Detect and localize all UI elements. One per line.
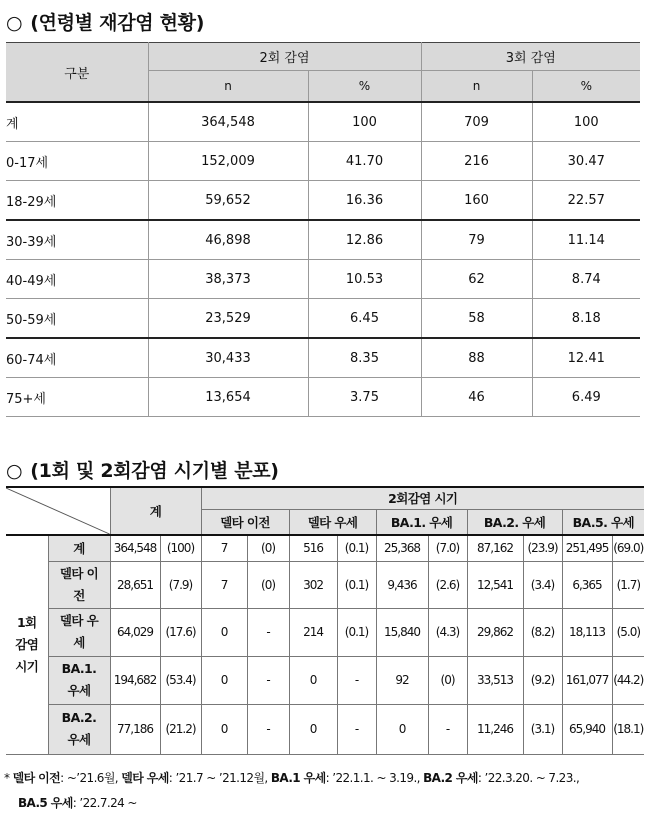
cell-n2: 59,652 (148, 181, 308, 221)
row-label: 계 (6, 102, 148, 142)
cell: 33,513 (467, 656, 523, 704)
footnote-term: BA.2 우세 (423, 771, 478, 785)
cell-n3: 216 (421, 142, 532, 181)
section-title-text: (연령별 재감염 현황) (30, 12, 205, 34)
corner-cell (6, 487, 110, 535)
header-col-ba1: BA.1. 우세 (376, 509, 467, 535)
footnote-line (4, 766, 653, 791)
cell: (0.1) (337, 535, 376, 561)
footnote-text: : ’21.7 ~ ’21.12월, (168, 771, 271, 785)
header-col-ba2: BA.2. 우세 (467, 509, 562, 535)
cell: 0 (376, 704, 428, 754)
cell: (0.1) (337, 608, 376, 656)
table-row (6, 299, 640, 339)
side-label-line: 감염 (15, 636, 39, 652)
cell: (2.6) (428, 561, 467, 608)
table-row (6, 142, 640, 181)
cell: (9.2) (523, 656, 562, 704)
cell: 64,029 (110, 608, 160, 656)
cell: (0) (247, 561, 289, 608)
cell: (100) (160, 535, 201, 561)
cell-n2: 23,529 (148, 299, 308, 339)
cell-n3: 160 (421, 181, 532, 221)
table-row (6, 338, 640, 378)
cell-n3: 62 (421, 260, 532, 299)
cell-n2: 30,433 (148, 338, 308, 378)
cell-n3: 709 (421, 102, 532, 142)
cell: (3.1) (523, 704, 562, 754)
header-col-delta-dominant: 델타 우세 (289, 509, 376, 535)
table-row (6, 656, 644, 704)
row-label-line: 델타 이 (59, 565, 99, 581)
table-row (6, 181, 640, 221)
table-row (6, 535, 644, 561)
cell: - (337, 704, 376, 754)
row-label-line: 델타 우 (59, 613, 99, 628)
footnote-line (4, 791, 653, 816)
row-label-line: 우세 (67, 683, 91, 698)
cell: - (247, 608, 289, 656)
table-row (6, 378, 640, 417)
cell-p3: 11.14 (532, 220, 640, 260)
cell-p2: 41.70 (308, 142, 421, 181)
side-label-first-infection (6, 535, 48, 754)
row-label: 0-17세 (6, 142, 148, 181)
cell: 28,651 (110, 561, 160, 608)
cell-p2: 3.75 (308, 378, 421, 417)
bullet-circle-icon: ○ (6, 460, 23, 482)
footnote-text: : ’22.7.24 ~ (72, 796, 137, 810)
cell-p2: 16.36 (308, 181, 421, 221)
row-label: 60-74세 (6, 338, 148, 378)
cell: (23.9) (523, 535, 562, 561)
row-label: 계 (48, 535, 110, 561)
cell-p3: 22.57 (532, 181, 640, 221)
header-col-ba5: BA.5. 우세 (562, 509, 644, 535)
footnote-term: BA.1 우세 (270, 771, 326, 785)
cell-n2: 13,654 (148, 378, 308, 417)
cell-p2: 12.86 (308, 220, 421, 260)
cell-n2: 152,009 (148, 142, 308, 181)
row-label (48, 608, 110, 656)
header-period: 2회감염 시기 (201, 487, 644, 509)
row-label (48, 704, 110, 754)
row-label-line: BA.1. (61, 661, 97, 676)
cell: (7.9) (160, 561, 201, 608)
cell: (8.2) (523, 608, 562, 656)
row-label-line: 전 (73, 587, 85, 603)
cell: 12,541 (467, 561, 523, 608)
footnote-text: * (4, 771, 13, 785)
cell: 251,495 (562, 535, 612, 561)
cell-p2: 100 (308, 102, 421, 142)
cell: (44.2) (612, 656, 644, 704)
cell: 364,548 (110, 535, 160, 561)
cell: 194,682 (110, 656, 160, 704)
footnote (4, 766, 653, 816)
cell: 0 (201, 656, 247, 704)
cell: (53.4) (160, 656, 201, 704)
cell-n2: 38,373 (148, 260, 308, 299)
footnote-term: BA.5 우세 (18, 796, 73, 810)
section-title-age (6, 8, 204, 35)
row-label-line: 우세 (67, 732, 91, 747)
table-row (6, 260, 640, 299)
cell: (7.0) (428, 535, 467, 561)
cell: - (428, 704, 467, 754)
cell-p3: 12.41 (532, 338, 640, 378)
cell-p3: 8.18 (532, 299, 640, 339)
cell: (0) (428, 656, 467, 704)
row-label: 18-29세 (6, 181, 148, 221)
footnote-term: 델타 우세 (121, 771, 169, 785)
cell-p2: 6.45 (308, 299, 421, 339)
cell: 161,077 (562, 656, 612, 704)
row-label-line: BA.2. (61, 710, 97, 725)
cell: - (247, 704, 289, 754)
cell: (3.4) (523, 561, 562, 608)
footnote-text: : ’22.1.1. ~ 3.19., (325, 771, 424, 785)
cell: (0) (247, 535, 289, 561)
header-pct: % (308, 71, 421, 103)
table-row (6, 608, 644, 656)
row-label (48, 561, 110, 608)
cell: 92 (376, 656, 428, 704)
cell: - (247, 656, 289, 704)
cell: (1.7) (612, 561, 644, 608)
cell: (17.6) (160, 608, 201, 656)
cell: - (337, 656, 376, 704)
cell: 0 (289, 704, 337, 754)
cell: (5.0) (612, 608, 644, 656)
cell: 25,368 (376, 535, 428, 561)
cell: 302 (289, 561, 337, 608)
header-total: 계 (110, 487, 201, 535)
header-pct: % (532, 71, 640, 103)
cell: 7 (201, 561, 247, 608)
cell: (4.3) (428, 608, 467, 656)
cell: (0.1) (337, 561, 376, 608)
cell: 0 (201, 704, 247, 754)
row-label: 75+세 (6, 378, 148, 417)
cell-p3: 6.49 (532, 378, 640, 417)
table-row (6, 220, 640, 260)
cell: (69.0) (612, 535, 644, 561)
cell: 87,162 (467, 535, 523, 561)
cell: 9,436 (376, 561, 428, 608)
reinfection-by-age-table (6, 42, 640, 417)
section-title-period (6, 456, 279, 483)
cell: 65,940 (562, 704, 612, 754)
row-label: 50-59세 (6, 299, 148, 339)
cell-p2: 8.35 (308, 338, 421, 378)
row-label-line: 세 (73, 635, 85, 650)
footnote-term: 델타 이전 (12, 771, 61, 785)
cell: 15,840 (376, 608, 428, 656)
diagonal-line-icon (6, 488, 110, 534)
row-label: 40-49세 (6, 260, 148, 299)
infection-period-table (6, 486, 644, 755)
cell: 77,186 (110, 704, 160, 754)
footnote-text: : ~’21.6월, (60, 771, 122, 785)
cell: 18,113 (562, 608, 612, 656)
cell: (18.1) (612, 704, 644, 754)
cell-n3: 58 (421, 299, 532, 339)
table-row (6, 704, 644, 754)
side-label-line: 1회 (16, 614, 37, 630)
header-third-infection: 3회 감염 (421, 43, 640, 71)
cell: 516 (289, 535, 337, 561)
cell-p3: 30.47 (532, 142, 640, 181)
cell-p2: 10.53 (308, 260, 421, 299)
cell: (21.2) (160, 704, 201, 754)
cell-p3: 8.74 (532, 260, 640, 299)
cell-n2: 46,898 (148, 220, 308, 260)
cell: 214 (289, 608, 337, 656)
cell: 11,246 (467, 704, 523, 754)
cell: 6,365 (562, 561, 612, 608)
cell: 0 (289, 656, 337, 704)
cell-n2: 364,548 (148, 102, 308, 142)
row-label (48, 656, 110, 704)
footnote-text: : ’22.3.20. ~ 7.23., (477, 771, 580, 785)
side-label-line: 시기 (15, 658, 39, 674)
cell-p3: 100 (532, 102, 640, 142)
cell: 29,862 (467, 608, 523, 656)
cell-n3: 88 (421, 338, 532, 378)
cell-n3: 46 (421, 378, 532, 417)
table-header-row (6, 487, 644, 509)
header-gubun: 구분 (6, 43, 148, 103)
table-header-row (6, 43, 640, 71)
cell-n3: 79 (421, 220, 532, 260)
cell: 7 (201, 535, 247, 561)
section-title-text: (1회 및 2회감염 시기별 분포) (30, 460, 279, 482)
table-row (6, 102, 640, 142)
cell: 0 (201, 608, 247, 656)
header-col-delta-before: 델타 이전 (201, 509, 289, 535)
header-second-infection: 2회 감염 (148, 43, 421, 71)
header-n: n (148, 71, 308, 103)
table-row (6, 561, 644, 608)
bullet-circle-icon: ○ (6, 12, 23, 34)
header-n: n (421, 71, 532, 103)
row-label: 30-39세 (6, 220, 148, 260)
